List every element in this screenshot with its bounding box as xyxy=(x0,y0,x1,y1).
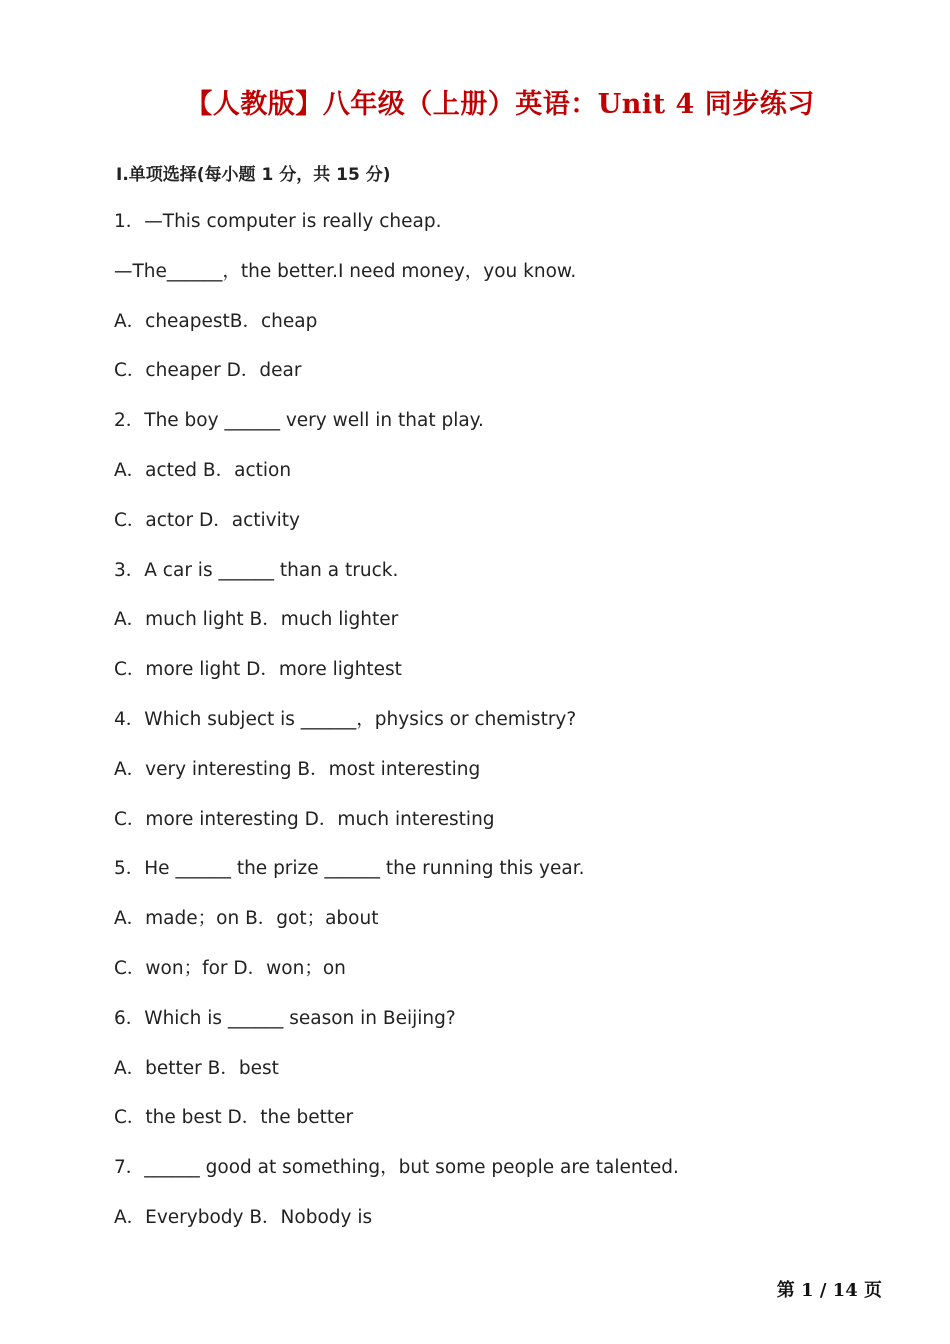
question-line: 6．Which is ______ season in Beijing? xyxy=(114,1007,456,1029)
question-list xyxy=(114,208,679,1254)
question-line: 7．______ good at something，but some people are talented. xyxy=(114,1157,679,1179)
option-line: A．much light B．much lighter xyxy=(114,609,399,631)
option-line: C．won；for D．won；on xyxy=(114,957,346,979)
question-line: 5．He ______ the prize ______ the running this year. xyxy=(114,858,585,880)
option-line: C．cheaper D．dear xyxy=(114,360,302,382)
question-line: 2．The boy ______ very well in that play. xyxy=(114,410,484,432)
option-line: C．more light D．more lightest xyxy=(114,659,402,681)
page-title: 【人教版】八年级（上册）英语：Unit 4 同步练习 xyxy=(185,89,815,120)
option-line: A．acted B．action xyxy=(114,459,292,481)
option-line: C．actor D．activity xyxy=(114,509,300,531)
option-line: C．more interesting D．much interesting xyxy=(114,808,495,830)
option-line: A．made；on B．got；about xyxy=(114,908,379,930)
option-line: A．Everybody B．Nobody is xyxy=(114,1206,373,1228)
question-line: 1．—This computer is really cheap. xyxy=(114,211,442,232)
question-line: 4．Which subject is ______，physics or chemistry? xyxy=(114,708,577,730)
page-indicator: 第 1 / 14 页 xyxy=(776,1280,882,1301)
question-line: —The______，the better.I need money，you know. xyxy=(114,260,577,282)
section-heading: Ⅰ.单项选择(每小题 1 分，共 15 分) xyxy=(116,165,391,185)
option-line: C．the best D．the better xyxy=(114,1107,354,1129)
option-line: A．better B．best xyxy=(114,1057,279,1079)
option-line: A．very interesting B．most interesting xyxy=(114,758,481,780)
question-line: 3．A car is ______ than a truck. xyxy=(114,559,399,581)
option-line: A．cheapestB．cheap xyxy=(114,310,318,332)
